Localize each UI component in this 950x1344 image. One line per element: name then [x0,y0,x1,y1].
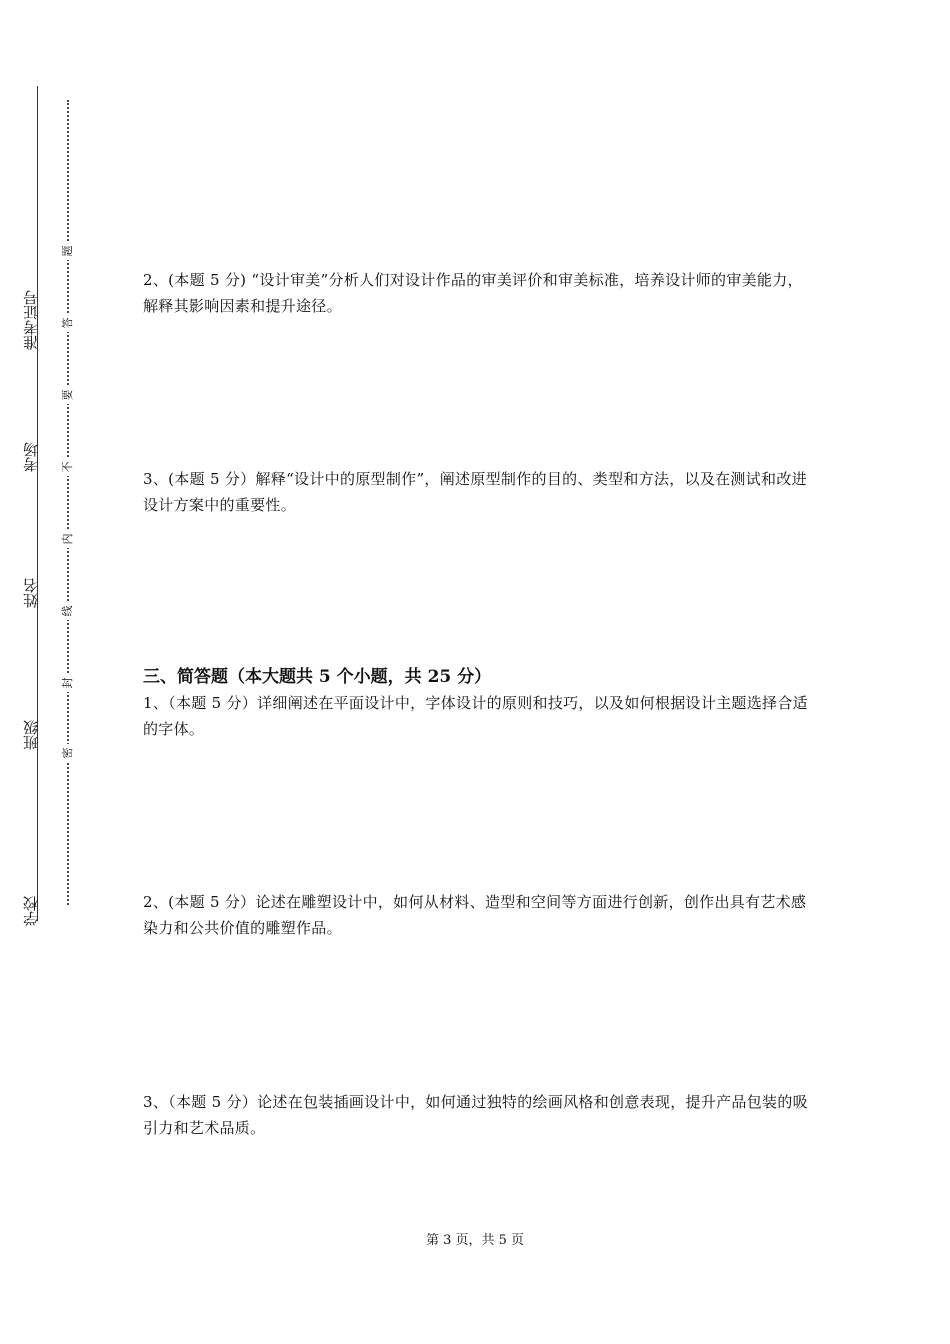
seal-char: 密 [59,744,77,762]
seal-dotted-line [67,100,69,905]
name-label: 姓名 [22,578,40,608]
question-2-2: 2、(本题 5 分) “设计审美”分析人们对设计作品的审美评价和审美标准，培养设计师的审美能力，解释其影响因素和提升途径。 [143,271,803,315]
binding-margin [0,0,74,1344]
school-field [18,806,44,926]
name-field [18,488,44,608]
seal-char: 题 [59,242,77,260]
class-field [18,630,44,750]
seal-char: 不 [59,458,77,476]
exam-id-field [18,230,44,350]
question-2-3: 3、(本题 5 分）解释“设计中的原型制作”，阐述原型制作的目的、类型和方法，以及在测试和改进设计方案中的重要性。 [143,470,807,514]
seal-char: 线 [59,602,77,620]
seal-char: 要 [59,386,77,404]
school-label: 学校 [22,896,40,926]
exam-room-label: 考场 [22,442,40,472]
section-title: 三、简答题（本大题共 5 个小题，共 25 分） [143,667,492,687]
question-3-1: 1、（本题 5 分）详细阐述在平面设计中，字体设计的原则和技巧，以及如何根据设计主题选择合适的字体。 [143,694,808,738]
seal-char: 内 [59,530,77,548]
seal-char: 答 [59,314,77,332]
class-label: 班级 [22,720,40,750]
question-3-3: 3、（本题 5 分）论述在包装插画设计中，如何通过独特的绘画风格和创意表现，提升产品包装的吸引力和艺术品质。 [143,1093,808,1137]
question-3-2: 2、(本题 5 分）论述在雕塑设计中，如何从材料、造型和空间等方面进行创新，创作出具有艺术感染力和公共价值的雕塑作品。 [143,893,807,937]
seal-char: 封 [59,674,77,692]
exam-id-label: 准考证号 [22,290,40,350]
exam-room-field [18,352,44,472]
page-number: 第 3 页，共 5 页 [425,1233,525,1248]
